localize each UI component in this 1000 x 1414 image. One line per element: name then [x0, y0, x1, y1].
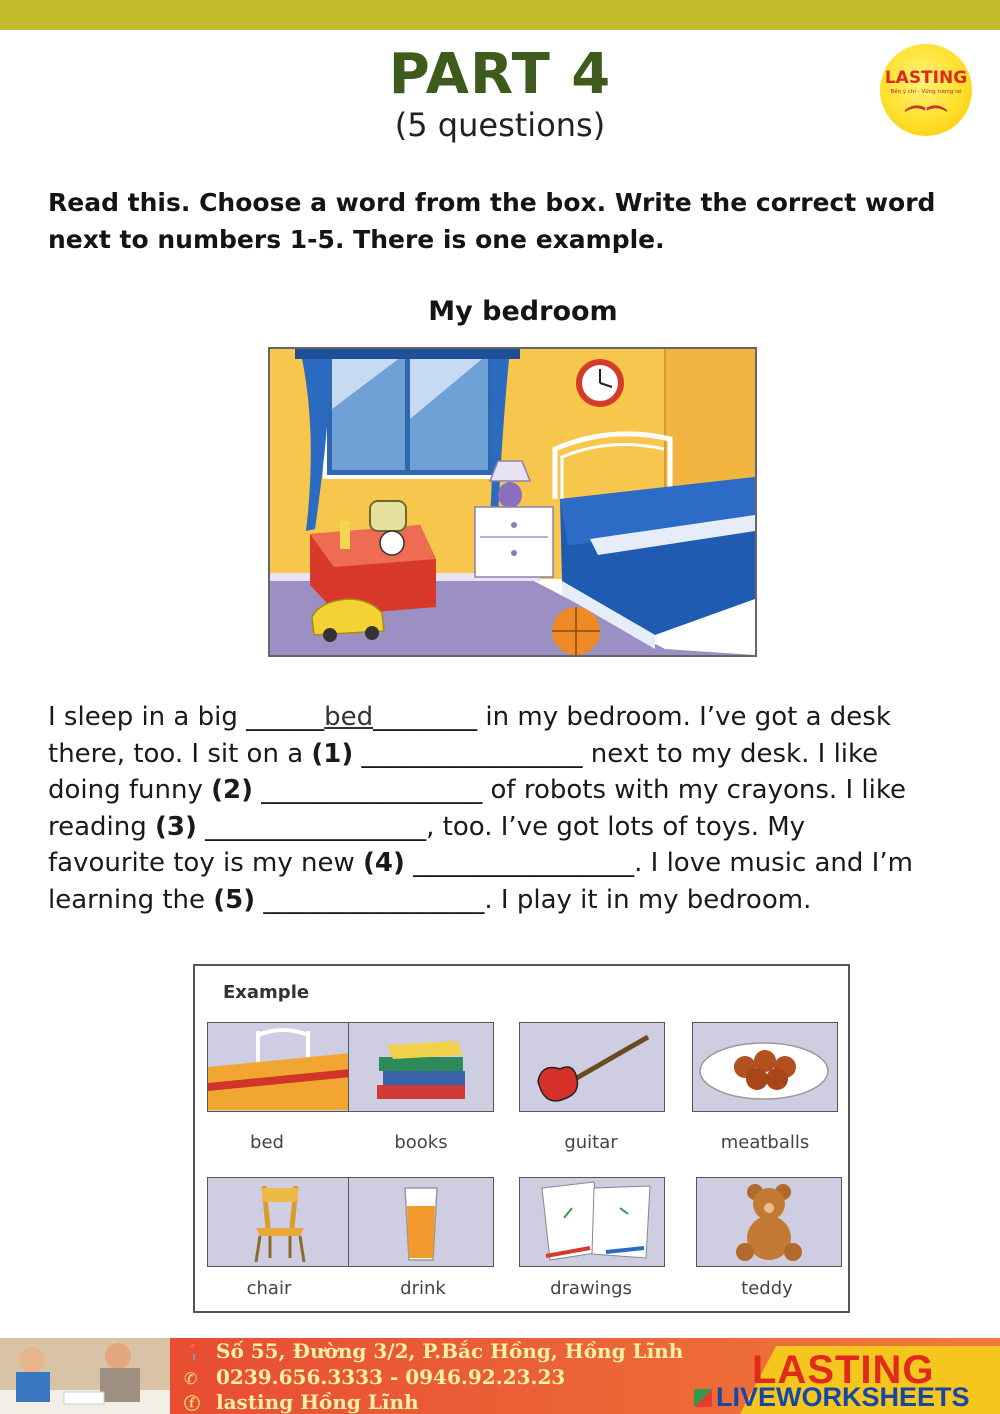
passage-line-5 — [48, 845, 988, 882]
word-guitar: guitar — [564, 1132, 618, 1153]
drawings-picture — [519, 1177, 665, 1267]
lasting-logo — [880, 44, 972, 136]
guitar-picture — [519, 1022, 665, 1112]
logo-tagline: Bền ý chí - Vững tương lai — [890, 89, 962, 95]
teacher-student-photo — [0, 1338, 170, 1414]
open-book-icon — [903, 100, 949, 112]
passage-text: doing funny — [48, 775, 212, 806]
word-drink: drink — [400, 1278, 446, 1299]
word-box-label: Example — [223, 982, 310, 1003]
word-drawings: drawings — [550, 1278, 632, 1299]
page-title: PART 4 — [388, 42, 612, 107]
drink-picture — [348, 1177, 494, 1267]
story-title: My bedroom — [428, 296, 618, 327]
footer-address — [184, 1339, 683, 1363]
passage-line-1 — [48, 699, 988, 736]
passage-line-6 — [48, 882, 988, 919]
liveworksheets-watermark[interactable] — [694, 1382, 970, 1413]
liveworksheets-icon — [694, 1389, 712, 1407]
footer-phone — [184, 1365, 565, 1389]
liveworksheets-text: LIVEWORKSHEETS — [716, 1382, 970, 1412]
answer-blank-2[interactable]: _________________ of robots with my crayons. I like — [252, 775, 906, 806]
logo-brand: LASTING — [884, 68, 968, 88]
page-subtitle: (5 questions) — [394, 106, 606, 144]
word-teddy: teddy — [741, 1278, 793, 1299]
instructions: Read this. Choose a word from the box. Write the correct word next to numbers 1-5. There is one example. — [48, 188, 936, 254]
chair-picture — [207, 1177, 353, 1267]
books-picture — [348, 1022, 494, 1112]
answer-blank-4[interactable]: _________________. I love music and I’m — [404, 848, 913, 879]
footer-brand: LASTING — [752, 1348, 935, 1392]
bedroom-illustration — [268, 347, 757, 657]
answer-blank-3[interactable]: _________________, too. I’ve got lots of toys. My — [196, 811, 806, 842]
passage-text: reading — [48, 811, 156, 842]
teddy-picture — [696, 1177, 842, 1267]
word-box — [193, 964, 850, 1313]
example-answer: bed — [324, 702, 374, 732]
word-books: books — [394, 1132, 448, 1153]
question-number-1: (1) — [311, 738, 354, 769]
answer-blank-1[interactable]: _________________ next to my desk. I like — [353, 738, 879, 769]
passage-line-2 — [48, 736, 988, 773]
location-pin-icon: 📍 — [184, 1343, 204, 1362]
passage-text: learning the — [48, 884, 214, 915]
question-number-2: (2) — [211, 775, 253, 806]
question-number-3: (3) — [155, 811, 197, 842]
facebook-icon: ⓕ — [184, 1394, 201, 1413]
passage-line-4 — [48, 809, 988, 846]
word-chair: chair — [246, 1278, 292, 1299]
passage-text: ________ in my bedroom. I’ve got a desk — [373, 702, 891, 732]
word-bed: bed — [250, 1132, 284, 1153]
passage-text: favourite toy is my new — [48, 848, 363, 879]
phone-text: 0239.656.3333 - 0946.92.23.23 — [216, 1365, 566, 1389]
answer-blank-5[interactable]: _________________. I play it in my bedroom. — [255, 884, 812, 915]
footer-facebook — [184, 1390, 419, 1414]
word-meatballs: meatballs — [720, 1132, 810, 1153]
question-number-4: (4) — [363, 848, 405, 879]
top-color-bar — [0, 0, 1000, 30]
reading-passage — [48, 699, 988, 919]
footer-banner — [0, 1338, 1000, 1414]
meatballs-picture — [692, 1022, 838, 1112]
bed-picture — [207, 1022, 353, 1112]
question-number-5: (5) — [213, 884, 256, 915]
facebook-text: lasting Hồng Lĩnh — [216, 1390, 419, 1414]
phone-icon: ✆ — [184, 1369, 198, 1388]
address-text: Số 55, Đường 3/2, P.Bắc Hồng, Hồng Lĩnh — [216, 1339, 684, 1363]
passage-line-3 — [48, 772, 988, 809]
passage-text: I sleep in a big ______ — [48, 702, 325, 732]
passage-text: there, too. I sit on a — [48, 738, 312, 769]
